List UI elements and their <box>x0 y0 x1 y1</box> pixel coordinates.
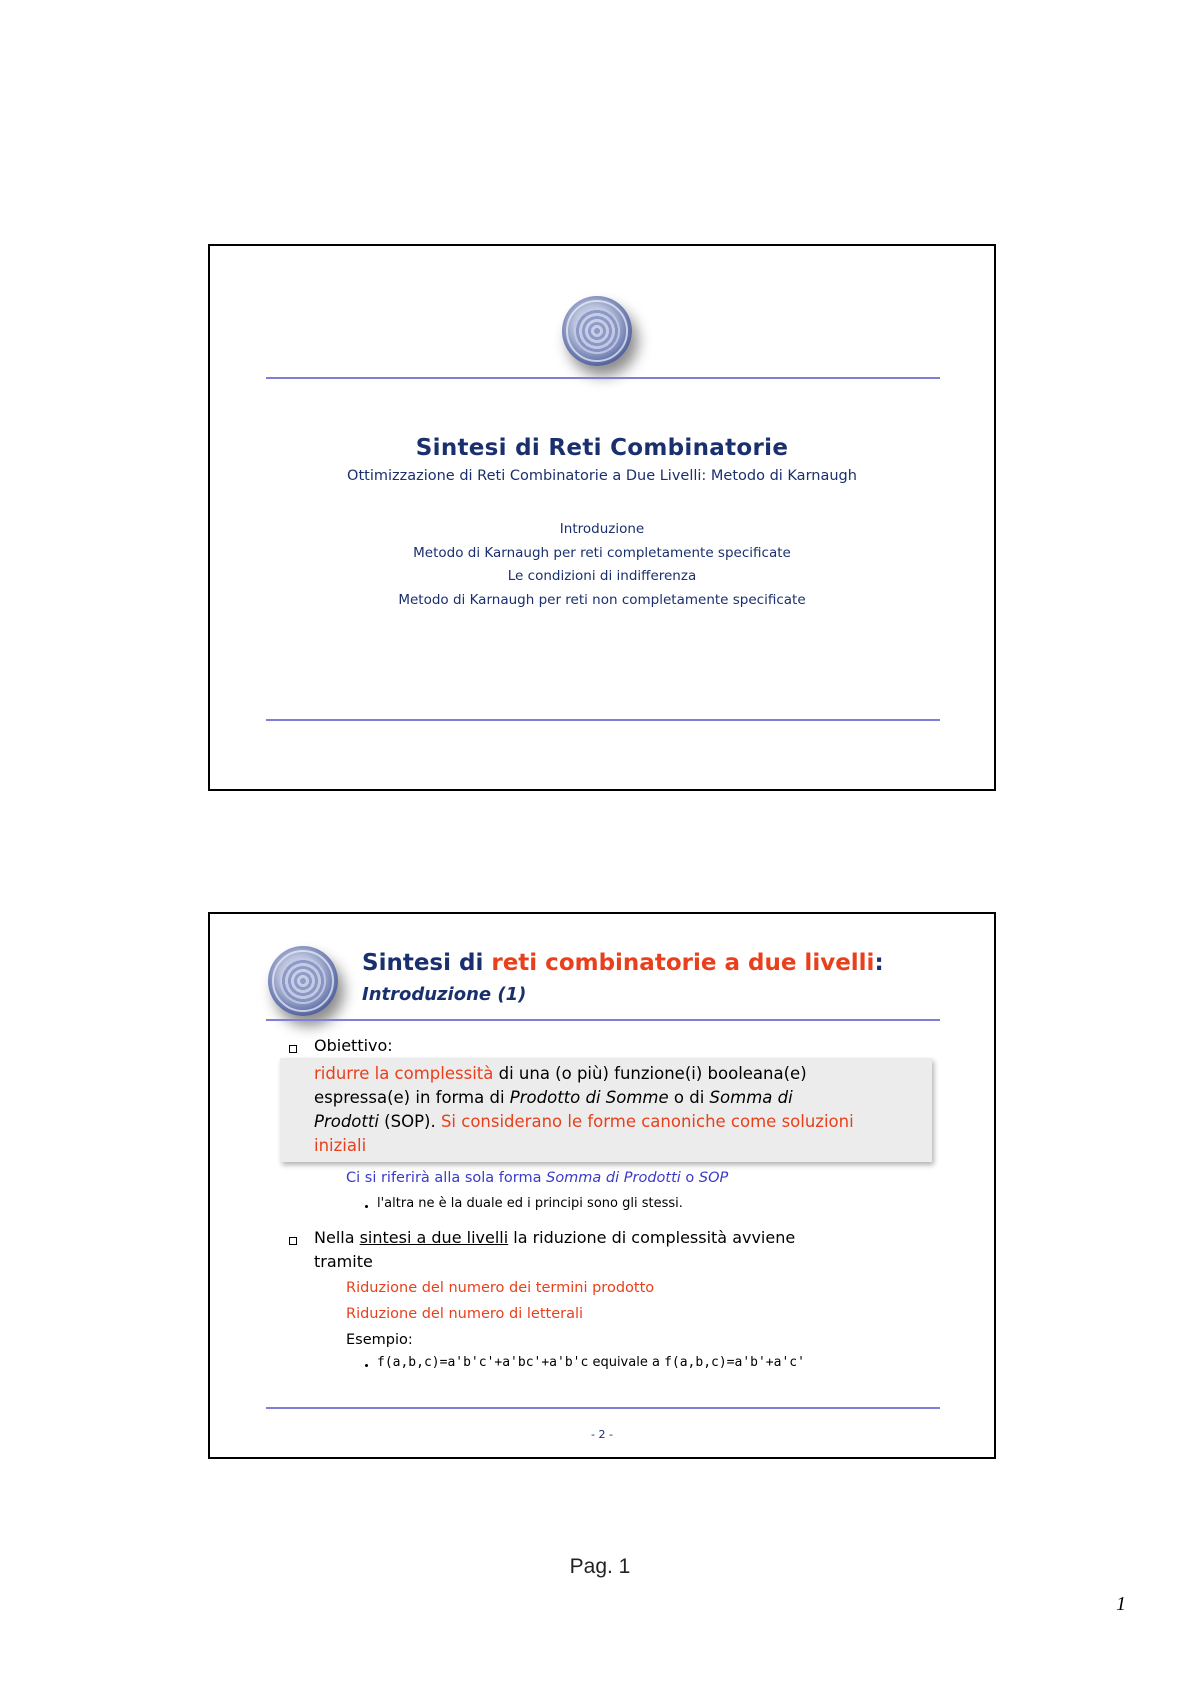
politecnico-seal-icon <box>562 296 632 366</box>
sub-item-sop <box>346 1170 728 1186</box>
example-label: Esempio: <box>346 1332 413 1348</box>
bullet-dot-icon <box>365 1205 368 1208</box>
example-formula <box>377 1355 805 1370</box>
italic-text: Somma di <box>709 1088 793 1107</box>
bottom-divider <box>266 1407 940 1409</box>
slide-page-number: - 2 - <box>591 1428 613 1441</box>
italic-text: Somma di Prodotti <box>546 1170 681 1186</box>
red-text: ridurre la complessità <box>314 1064 494 1083</box>
bottom-divider <box>266 719 940 721</box>
toc-item: Metodo di Karnaugh per reti non completamente specificate <box>398 591 806 608</box>
page-footer: Pag. 1 <box>569 1555 631 1578</box>
sub-sub-note: l'altra ne è la duale ed i principi sono gli stessi. <box>377 1196 683 1211</box>
square-bullet-icon <box>289 1237 297 1245</box>
formula: f(a,b,c)=a'b'c'+a'bc'+a'b'c <box>377 1355 589 1370</box>
box-line-1 <box>314 1064 807 1083</box>
text: o di <box>668 1088 710 1107</box>
text: Nella <box>314 1228 360 1247</box>
slide-1 <box>208 244 996 791</box>
italic-text: Prodotto di Somme <box>509 1088 669 1107</box>
corner-page-number: 1 <box>1116 1593 1126 1615</box>
box-line-4: iniziali <box>314 1136 367 1155</box>
toc-item: Le condizioni di indifferenza <box>507 568 697 584</box>
underlined-text: sintesi a due livelli <box>359 1228 509 1247</box>
red-text: Si considerano le forme canoniche come soluzioni <box>440 1112 854 1131</box>
politecnico-seal-icon <box>268 946 338 1016</box>
title-highlight: reti combinatorie a due livelli <box>491 950 875 976</box>
bullet-two-level-cont: tramite <box>314 1252 373 1271</box>
bullet-objective: Obiettivo: <box>314 1036 393 1055</box>
text: espressa(e) in forma di <box>314 1088 510 1107</box>
top-divider <box>266 377 940 379</box>
slide-title: Sintesi di Reti Combinatorie <box>415 435 789 461</box>
text: la riduzione di complessità avviene <box>508 1228 796 1247</box>
formula: f(a,b,c)=a'b'+a'c' <box>664 1355 805 1370</box>
text: Ci si riferirà alla sola forma <box>346 1170 547 1186</box>
square-bullet-icon <box>289 1045 297 1053</box>
text: di una (o più) funzione(i) booleana(e) <box>493 1064 807 1083</box>
title-part: Sintesi di <box>362 950 492 976</box>
box-line-2 <box>314 1088 793 1107</box>
bullet-dot-icon <box>365 1364 368 1367</box>
toc-item: Metodo di Karnaugh per reti completamente specificate <box>413 544 791 561</box>
table-of-contents <box>210 518 994 612</box>
slide-title <box>362 950 884 976</box>
sub-item-terms: Riduzione del numero dei termini prodotto <box>346 1280 655 1296</box>
box-line-3 <box>314 1112 854 1131</box>
bullet-two-level <box>314 1228 795 1247</box>
text: equivale a <box>588 1355 665 1370</box>
text: (SOP). <box>378 1112 441 1131</box>
title-part: : <box>874 950 884 976</box>
top-divider <box>266 1019 940 1021</box>
italic-text: SOP <box>698 1170 729 1186</box>
slide-subtitle: Ottimizzazione di Reti Combinatorie a Due Livelli: Metodo di Karnaugh <box>347 468 857 484</box>
text: o <box>680 1170 699 1186</box>
toc-item: Introduzione <box>559 521 645 537</box>
slide-subtitle: Introduzione (1) <box>362 984 527 1005</box>
italic-text: Prodotti <box>314 1112 379 1131</box>
slide-2 <box>208 912 996 1459</box>
sub-item-literals: Riduzione del numero di letterali <box>346 1306 584 1322</box>
